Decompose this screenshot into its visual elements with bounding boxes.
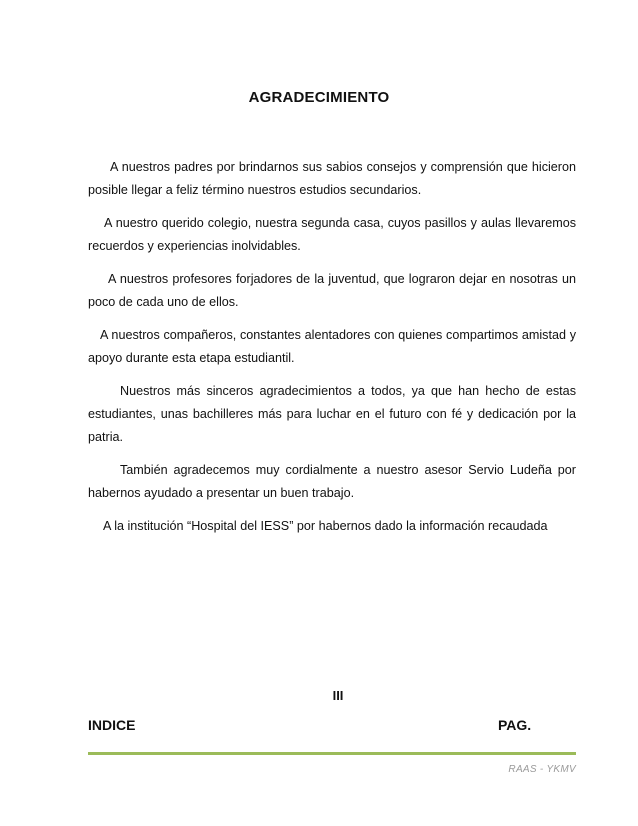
paragraph-institution: A la institución “Hospital del IESS” por habernos dado la información recaudada [103, 519, 548, 533]
page-number: III [332, 688, 344, 703]
index-heading: INDICE [88, 717, 136, 733]
paragraph-school: A nuestro querido colegio, nuestra segunda casa, cuyos pasillos y aulas llevaremos recuerdos y experiencias inolvidables. [88, 216, 576, 253]
paragraph-advisor: También agradecemos muy cordialmente a nuestro asesor Servio Ludeña por habernos ayudado a presentar un buen trabajo. [88, 463, 576, 500]
paragraph-parents: A nuestros padres por brindarnos sus sabios consejos y comprensión que hicieron posible llegar a feliz término nuestros estudios secundarios. [88, 160, 576, 197]
paragraph-teachers: A nuestros profesores forjadores de la juventud, que lograron dejar en nosotras un poco de cada uno de ellos. [88, 272, 576, 309]
footer-divider [88, 752, 576, 755]
paragraph-classmates: A nuestros compañeros, constantes alentadores con quienes compartimos amistad y apoyo durante esta etapa estudiantil. [88, 328, 576, 365]
footer-authors: RAAS - YKMV [508, 764, 576, 775]
page-column-heading: PAG. [498, 717, 532, 733]
page-title: AGRADECIMIENTO [248, 89, 390, 106]
paragraph-thanks-all: Nuestros más sinceros agradecimientos a todos, ya que han hecho de estas estudiantes, unas bachilleres más para luchar en el futuro con fé y dedicación por la patria. [88, 384, 576, 444]
acknowledgement-body [88, 156, 576, 548]
